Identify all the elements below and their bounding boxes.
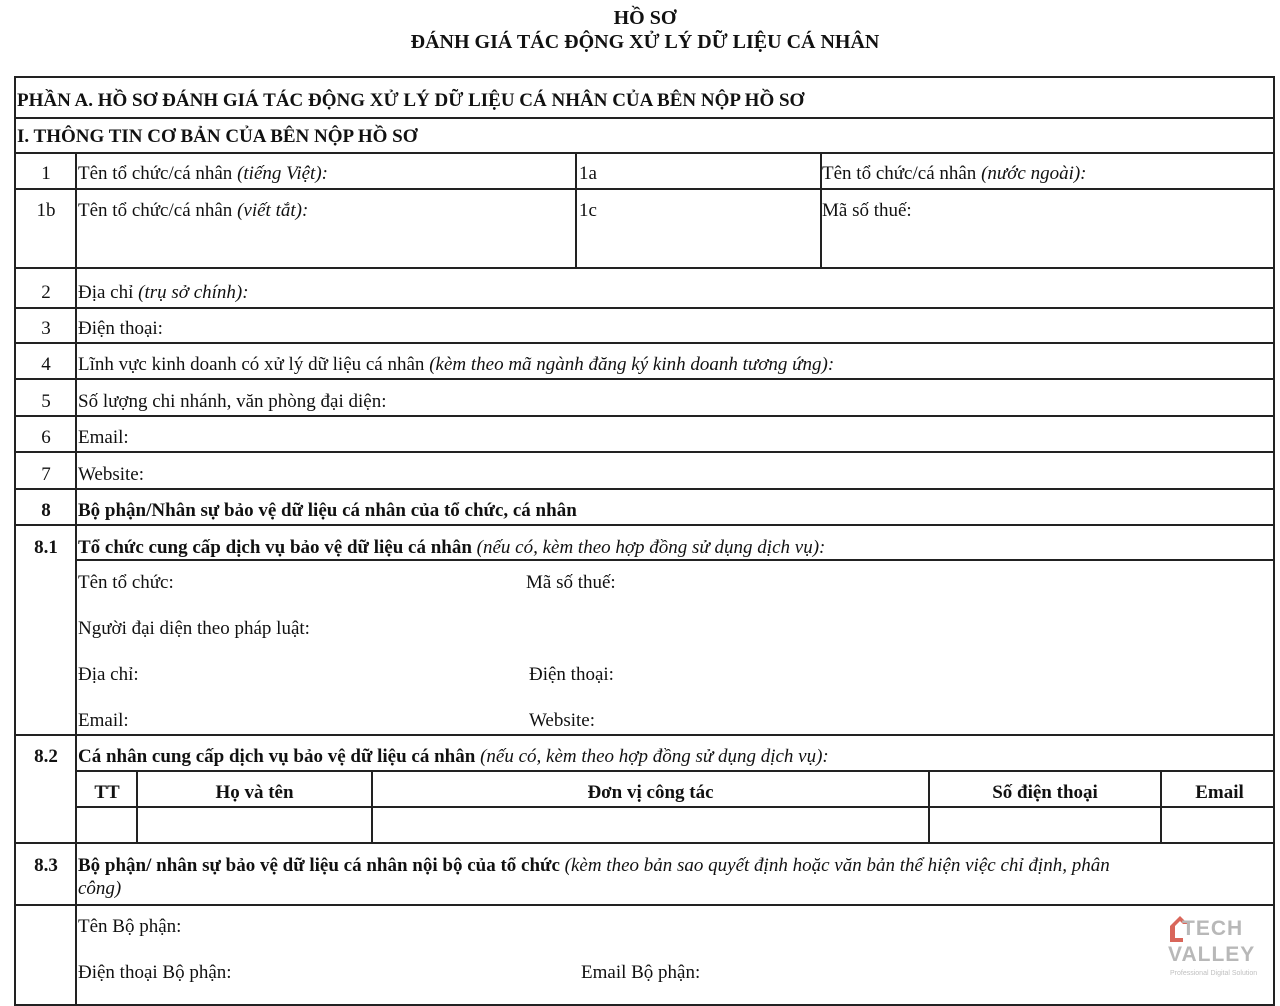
section-8-title: Bộ phận/Nhân sự bảo vệ dữ liệu cá nhân của tổ chức, cá nhân [78, 500, 577, 521]
assessment-form-table [14, 76, 1275, 1006]
section-8-2-title [78, 746, 829, 768]
dept-name-field[interactable]: Tên Bộ phận: [78, 916, 182, 937]
org-name-vietnamese-field[interactable] [78, 163, 328, 185]
field-note: (nước ngoài): [981, 163, 1087, 184]
section-title-text: Tổ chức cung cấp dịch vụ bảo vệ dữ liệu cá nhân [78, 537, 472, 558]
row-number: 8 [41, 500, 51, 521]
row-divider [16, 415, 1275, 417]
part-a-title: PHẦN A. HỒ SƠ ĐÁNH GIÁ TÁC ĐỘNG XỬ LÝ DỮ LIỆU CÁ NHÂN CỦA BÊN NỘP HỒ SƠ [17, 90, 805, 111]
row-divider [16, 152, 1275, 154]
dept-phone-field[interactable]: Điện thoại Bộ phận: [78, 962, 232, 983]
row-divider [16, 342, 1275, 344]
row-number: 8.3 [34, 855, 58, 876]
header-subtitle: ĐÁNH GIÁ TÁC ĐỘNG XỬ LÝ DỮ LIỆU CÁ NHÂN [410, 31, 880, 53]
row-number: 7 [41, 464, 51, 485]
row-divider [16, 267, 1275, 269]
number-column-divider [75, 152, 77, 1006]
table-cell-phone[interactable] [930, 808, 1160, 842]
section-note: (kèm theo bản sao quyết định hoặc văn bản thể hiện việc chỉ định, phân [559, 855, 1110, 876]
provider-email-field[interactable]: Email: [78, 710, 129, 731]
table-cell-tt[interactable] [78, 808, 136, 842]
provider-legal-rep-field[interactable]: Người đại diện theo pháp luật: [78, 618, 310, 639]
logo-text-line1: TECH [1182, 917, 1244, 940]
branch-count-field[interactable]: Số lượng chi nhánh, văn phòng đại diện: [78, 391, 387, 412]
column-header-organization: Đơn vị công tác [587, 782, 714, 803]
column-header-tt: TT [94, 782, 120, 803]
logo-text-line2: VALLEY [1168, 943, 1256, 966]
phone-field[interactable]: Điện thoại: [78, 318, 163, 339]
row-divider [16, 488, 1275, 490]
field-note: (trụ sở chính): [138, 282, 249, 303]
business-field-field[interactable] [78, 354, 834, 376]
org-name-foreign-field[interactable] [822, 163, 1087, 185]
table-cell-name[interactable] [138, 808, 371, 842]
field-label: Tên tổ chức/cá nhân [822, 163, 982, 184]
address-field[interactable] [78, 282, 249, 304]
table-cell-email[interactable] [1162, 808, 1275, 842]
section-note-continued: công) [78, 878, 122, 899]
section-8-3-title [78, 855, 1110, 877]
row-divider [76, 770, 1275, 772]
dept-email-field[interactable]: Email Bộ phận: [581, 962, 701, 983]
row-divider [16, 378, 1275, 380]
row-number: 1c [579, 200, 597, 221]
row-number: 8.1 [34, 537, 58, 558]
email-field[interactable]: Email: [78, 427, 129, 448]
field-label: Lĩnh vực kinh doanh có xử lý dữ liệu cá nhân [78, 354, 430, 375]
provider-org-name-field[interactable]: Tên tổ chức: [78, 572, 174, 593]
org-name-abbrev-field[interactable] [78, 200, 308, 222]
row-number: 1 [41, 163, 51, 184]
section-8-1-title [78, 537, 825, 559]
header-title: HỒ SƠ [613, 7, 677, 29]
row-divider [76, 559, 1275, 561]
field-note: (viết tắt): [237, 200, 309, 221]
row-number: 6 [41, 427, 51, 448]
tax-code-field[interactable]: Mã số thuế: [822, 200, 912, 221]
row-number: 1a [579, 163, 597, 184]
row-number: 5 [41, 391, 51, 412]
field-label: Tên tổ chức/cá nhân [78, 200, 238, 221]
row-divider [16, 904, 1275, 906]
field-label: Địa chỉ [78, 282, 139, 303]
document-header [0, 6, 1280, 54]
row-number: 8.2 [34, 746, 58, 767]
tech-valley-logo [1168, 912, 1258, 982]
section-note: (nếu có, kèm theo hợp đồng sử dụng dịch vụ): [471, 537, 826, 558]
column-header-phone: Số điện thoại [992, 782, 1098, 803]
row-divider [16, 188, 1275, 190]
row-divider [16, 117, 1275, 119]
provider-website-field[interactable]: Website: [529, 710, 596, 731]
row-divider [16, 307, 1275, 309]
row-divider [16, 524, 1275, 526]
row-divider [16, 734, 1275, 736]
row-number: 1b [36, 200, 56, 221]
section-title-text: Bộ phận/ nhân sự bảo vệ dữ liệu cá nhân nội bộ của tổ chức [78, 855, 560, 876]
row-number: 3 [41, 318, 51, 339]
row-divider [16, 842, 1275, 844]
column-divider [575, 152, 577, 268]
row-number: 2 [41, 282, 51, 303]
column-header-email: Email [1195, 782, 1244, 803]
provider-address-field[interactable]: Địa chỉ: [78, 664, 139, 685]
website-field[interactable]: Website: [78, 464, 145, 485]
field-note: (kèm theo mã ngành đăng ký kinh doanh tương ứng): [429, 354, 835, 375]
section-note: (nếu có, kèm theo hợp đồng sử dụng dịch vụ): [475, 746, 829, 767]
provider-phone-field[interactable]: Điện thoại: [529, 664, 614, 685]
table-cell-organization[interactable] [373, 808, 928, 842]
row-divider [16, 451, 1275, 453]
section-1-title: I. THÔNG TIN CƠ BẢN CỦA BÊN NỘP HỒ SƠ [17, 126, 418, 147]
field-label: Tên tổ chức/cá nhân [78, 163, 238, 184]
logo-tagline: Professional Digital Solution [1170, 970, 1258, 977]
field-note: (tiếng Việt): [237, 163, 328, 184]
column-header-name: Họ và tên [215, 782, 294, 803]
row-number: 4 [41, 354, 51, 375]
section-title-text: Cá nhân cung cấp dịch vụ bảo vệ dữ liệu cá nhân [78, 746, 476, 767]
provider-tax-code-field[interactable]: Mã số thuế: [526, 572, 616, 593]
